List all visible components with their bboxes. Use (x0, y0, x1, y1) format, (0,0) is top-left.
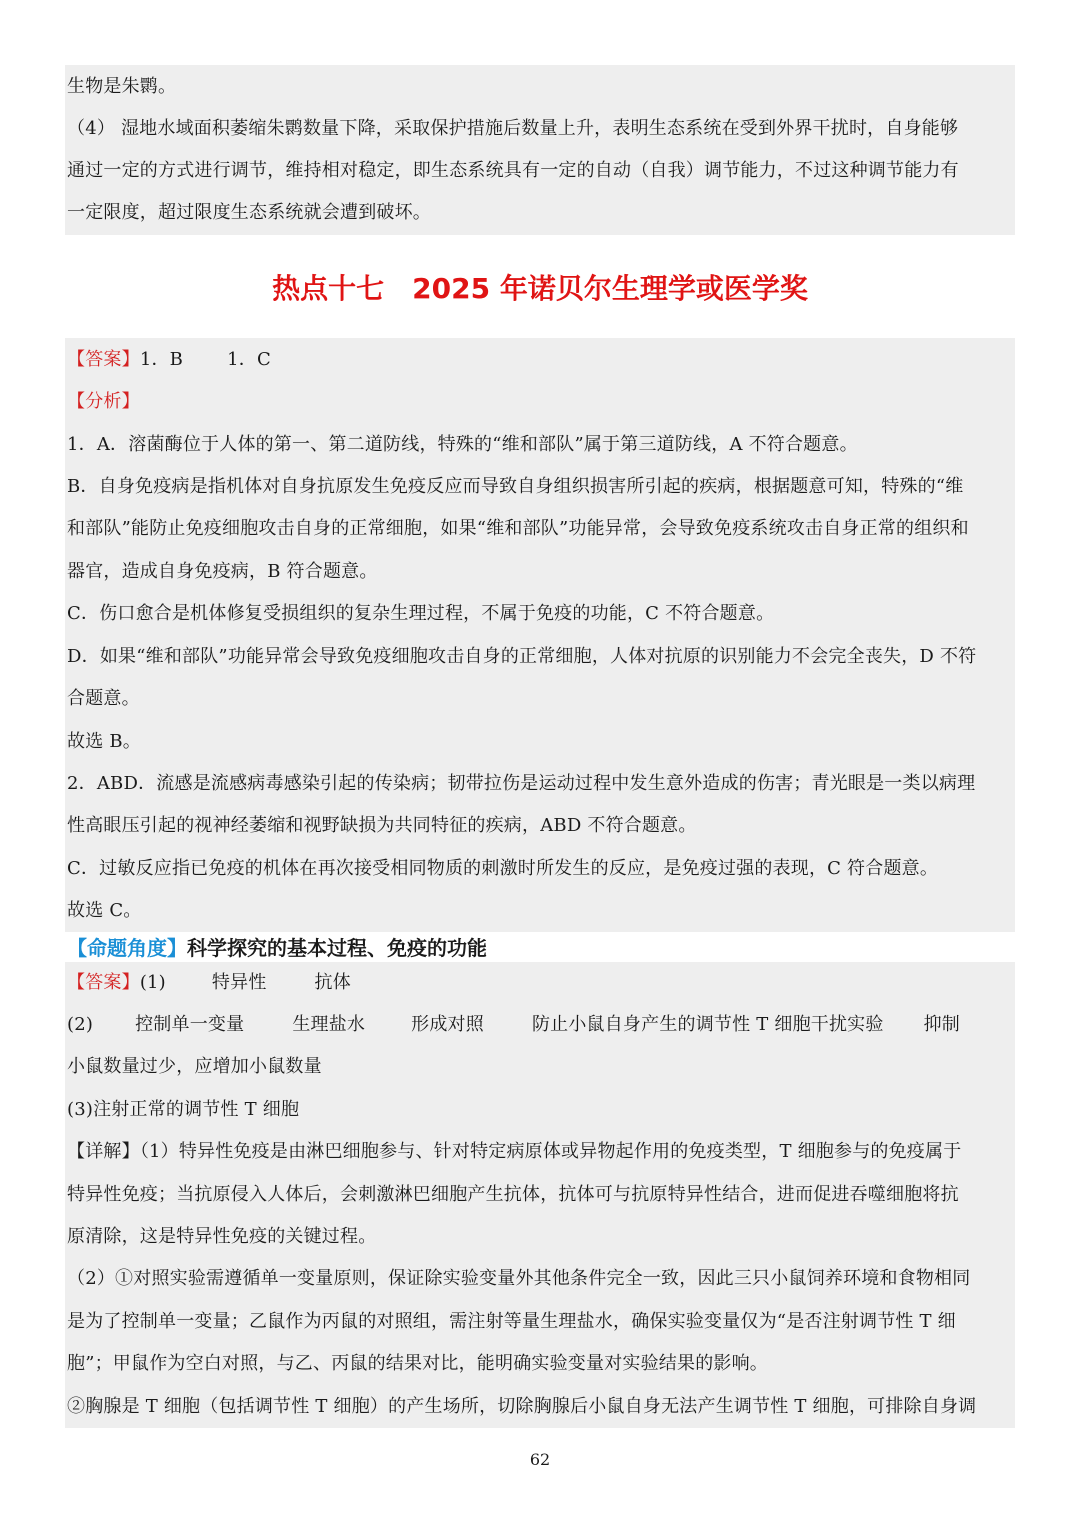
answer-value: 防止小鼠自身产生的调节性 T 细胞干扰实验 (531, 1014, 884, 1035)
text-line: 胞”；甲鼠作为空白对照，与乙、丙鼠的结果对比，能明确实验变量对实验结果的影响。 (67, 1353, 768, 1374)
text-line: 故选 C。 (67, 900, 142, 921)
answer-value: 特异性 (211, 972, 267, 993)
text-line: D．如果“维和部队”功能异常会导致免疫细胞攻击自身的正常细胞，人体对抗原的识别能力不会完全丧失，D 不符 (67, 646, 977, 667)
analysis-label: 【分析】 (67, 391, 140, 412)
answer-label: 【答案】 (67, 972, 140, 993)
text-line: 2．ABD．流感是流感病毒感染引起的传染病；韧带拉伤是运动过程中发生意外造成的伤害；青光眼是一类以病理 (67, 773, 976, 794)
answer-q2: (2) (67, 1014, 94, 1035)
text-line: （2）①对照实验需遵循单一变量原则，保证除实验变量外其他条件完全一致，因此三只小鼠饲养环境和食物相同 (67, 1268, 971, 1289)
text-line: 通过一定的方式进行调节，维持相对稳定，即生态系统具有一定的自动（自我）调节能力，不过这种调节能力有 (67, 160, 959, 181)
answer-value: 控制单一变量 (135, 1014, 245, 1035)
text-line: 故选 B。 (67, 731, 141, 752)
text-line: 原清除，这是特异性免疫的关键过程。 (67, 1226, 377, 1247)
heading-label: 【命题角度】 (67, 936, 187, 960)
answer-label: 【答案】 (67, 349, 140, 370)
text-line: （4） 湿地水域面积萎缩朱鹮数量下降，采取保护措施后数量上升，表明生态系统在受到外界干扰时，自身能够 (67, 118, 959, 139)
text-line: 一定限度，超过限度生态系统就会遭到破坏。 (67, 202, 431, 223)
answer-value: 生理盐水 (292, 1014, 366, 1035)
detail-text: （1）特异性免疫是由淋巴细胞参与、针对特定病原体或异物起作用的免疫类型，T 细胞参与的免疫属于 (139, 1141, 962, 1162)
text-line: (3)注射正常的调节性 T 细胞 (67, 1099, 300, 1120)
text-line: 小鼠数量过少，应增加小鼠数量 (67, 1056, 322, 1077)
answer-value: 1．C (227, 349, 271, 370)
text-line: 性高眼压引起的视神经萎缩和视野缺损为共同特征的疾病，ABD 不符合题意。 (67, 815, 697, 836)
text-line: 特异性免疫；当抗原侵入人体后，会刺激淋巴细胞产生抗体，抗体可与抗原特异性结合，进而促进吞噬细胞将抗 (67, 1184, 959, 1205)
answer-line (67, 971, 1013, 995)
text-line: ②胸腺是 T 细胞（包括调节性 T 细胞）的产生场所，切除胸腺后小鼠自身无法产生调节性 T 细胞，可排除自身调 (67, 1396, 977, 1417)
text-line: C．过敏反应指已免疫的机体在再次接受相同物质的刺激时所发生的反应，是免疫过强的表现，C 符合题意。 (67, 858, 939, 879)
question-angle-heading (67, 934, 1013, 962)
text-line: 合题意。 (67, 688, 140, 709)
section-title: 热点十七 2025 年诺贝尔生理学或医学奖 (272, 272, 808, 305)
answer-block-1 (65, 338, 1015, 932)
heading-text: 科学探究的基本过程、免疫的功能 (187, 936, 487, 960)
detail-line (67, 1140, 1013, 1164)
text-line: 是为了控制单一变量；乙鼠作为丙鼠的对照组，需注射等量生理盐水，确保实验变量仅为“是否注射调节性 T 细 (67, 1311, 956, 1332)
text-line: 器官，造成自身免疫病，B 符合题意。 (67, 561, 378, 582)
answer-value: 抑制 (923, 1014, 960, 1035)
text-line: 和部队”能防止免疫细胞攻击自身的正常细胞，如果“维和部队”功能异常，会导致免疫系统攻击自身正常的组织和 (67, 518, 969, 539)
answer-value: 抗体 (314, 972, 351, 993)
text-line: B．自身免疫病是指机体对自身抗原发生免疫反应而导致自身组织损害所引起的疾病，根据题意可知，特殊的“维 (67, 476, 964, 497)
text-line: 1．A．溶菌酶位于人体的第一、第二道防线，特殊的“维和部队”属于第三道防线，A 不符合题意。 (67, 434, 858, 455)
answer-value: 1．B (139, 349, 184, 370)
answer-q1: (1) (139, 972, 166, 993)
text-line: C．伤口愈合是机体修复受损组织的复杂生理过程，不属于免疫的功能，C 不符合题意。 (67, 603, 775, 624)
page-number: 62 (529, 1450, 551, 1469)
detail-label: 【详解】 (67, 1141, 140, 1162)
answer-value: 形成对照 (411, 1014, 484, 1035)
answer-line (67, 1013, 1013, 1037)
answer-line (67, 348, 1013, 372)
text-line: 生物是朱鹮。 (67, 76, 177, 97)
